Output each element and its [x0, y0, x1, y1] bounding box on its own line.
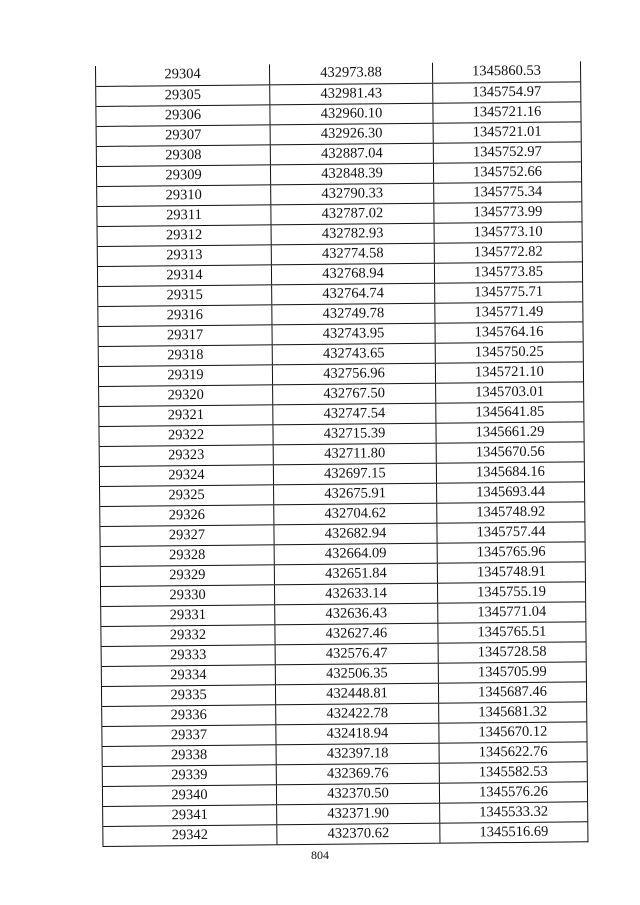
y-coordinate-cell: 1345728.58 [477, 643, 547, 661]
point-id-cell: 29316 [98, 305, 272, 326]
y-coordinate-cell: 1345687.46 [478, 683, 548, 701]
x-coordinate-cell: 432747.54 [273, 404, 436, 425]
y-coordinate-cell: 1345670.56 [475, 443, 545, 461]
x-coordinate-cell: 432756.96 [273, 364, 436, 385]
point-id-cell: 29308 [97, 145, 271, 166]
y-coordinate-cell: 1345757.44 [476, 523, 546, 541]
x-coordinate-cell: 432651.84 [275, 564, 438, 585]
point-id-cell: 29337 [102, 725, 276, 746]
point-id-cell: 29311 [97, 205, 271, 226]
x-coordinate-cell: 432711.80 [274, 444, 437, 465]
x-coordinate-cell: 432767.50 [273, 384, 436, 405]
point-id-cell: 29312 [98, 225, 272, 246]
y-coordinate-cell: 1345748.92 [476, 503, 546, 521]
x-coordinate-cell: 432370.62 [277, 824, 440, 845]
point-id-cell: 29338 [103, 745, 277, 766]
point-id-cell: 29322 [99, 425, 273, 446]
point-id-cell: 29329 [101, 565, 275, 586]
x-coordinate-cell: 432764.74 [272, 284, 435, 305]
x-coordinate-cell: 432782.93 [272, 224, 435, 245]
point-id-cell: 29323 [100, 445, 274, 466]
x-coordinate-cell: 432743.95 [272, 324, 435, 345]
point-id-cell: 29306 [96, 105, 270, 126]
y-coordinate-cell: 1345684.16 [475, 463, 545, 481]
x-coordinate-cell: 432675.91 [274, 484, 437, 505]
y-coordinate-cell: 1345748.91 [476, 563, 546, 581]
x-coordinate-cell: 432633.14 [275, 584, 438, 605]
y-coordinate-cell: 1345764.16 [474, 323, 544, 341]
y-coordinate-cell: 1345721.16 [472, 103, 542, 121]
point-id-cell: 29321 [99, 405, 273, 426]
y-coordinate-cell: 1345693.44 [476, 483, 546, 501]
coordinate-table [95, 61, 588, 847]
y-coordinate-cell: 1345773.99 [473, 203, 543, 221]
x-coordinate-cell: 432418.94 [276, 724, 439, 745]
page-number: 804 [311, 848, 329, 862]
x-coordinate-cell: 432636.43 [275, 604, 438, 625]
y-coordinate-cell: 1345582.53 [478, 763, 548, 781]
point-id-cell: 29331 [101, 605, 275, 626]
y-coordinate-cell: 1345765.96 [476, 543, 546, 561]
point-id-cell: 29310 [97, 185, 271, 206]
point-id-cell: 29327 [100, 525, 274, 546]
x-coordinate-cell: 432506.35 [276, 664, 439, 685]
x-coordinate-cell: 432369.76 [277, 764, 440, 785]
x-coordinate-cell: 432743.65 [273, 344, 436, 365]
y-coordinate-cell: 1345641.85 [475, 403, 545, 421]
x-coordinate-cell: 432448.81 [276, 684, 439, 705]
y-coordinate-cell: 1345752.97 [472, 143, 542, 161]
x-coordinate-cell: 432422.78 [276, 704, 439, 725]
y-coordinate-cell: 1345705.99 [477, 663, 547, 681]
x-coordinate-cell: 432697.15 [274, 464, 437, 485]
y-coordinate-cell: 1345771.04 [477, 603, 547, 621]
x-coordinate-cell: 432926.30 [271, 124, 434, 145]
point-id-cell: 29332 [101, 625, 275, 646]
point-id-cell: 29325 [100, 485, 274, 506]
point-id-cell: 29324 [100, 465, 274, 486]
point-id-cell: 29320 [99, 385, 273, 406]
point-id-cell: 29336 [102, 705, 276, 726]
y-coordinate-cell: 1345576.26 [478, 783, 549, 801]
x-coordinate-cell: 432682.94 [274, 524, 437, 545]
y-coordinate-cell: 1345775.71 [474, 283, 544, 301]
point-id-cell: 29341 [103, 805, 277, 826]
y-coordinate-cell: 1345681.32 [478, 703, 548, 721]
x-coordinate-cell: 432704.62 [274, 504, 437, 525]
y-coordinate-cell: 1345750.25 [474, 343, 544, 361]
point-id-cell: 29304 [96, 64, 270, 86]
y-coordinate-cell: 1345516.69 [479, 823, 549, 841]
y-coordinate-cell: 1345773.10 [473, 223, 543, 241]
point-id-cell: 29309 [97, 165, 271, 186]
y-coordinate-cell: 1345765.51 [477, 623, 547, 641]
x-coordinate-cell: 432749.78 [272, 304, 435, 325]
y-coordinate-cell: 1345622.76 [478, 743, 548, 761]
x-coordinate-cell: 432774.58 [272, 244, 435, 265]
y-coordinate-cell: 1345661.29 [475, 423, 545, 441]
x-coordinate-cell: 432627.46 [275, 624, 438, 645]
x-coordinate-cell: 432370.50 [277, 784, 440, 805]
y-coordinate-cell: 1345752.66 [473, 163, 543, 181]
x-coordinate-cell: 432790.33 [271, 184, 434, 205]
point-id-cell: 29317 [99, 325, 273, 346]
x-coordinate-cell: 432960.10 [270, 104, 433, 125]
x-coordinate-cell: 432371.90 [277, 804, 440, 825]
point-id-cell: 29314 [98, 265, 272, 286]
point-id-cell: 29305 [96, 85, 270, 106]
y-coordinate-cell: 1345773.85 [473, 263, 544, 281]
point-id-cell: 29319 [99, 365, 273, 386]
y-coordinate-cell: 1345755.19 [477, 583, 547, 601]
point-id-cell: 29335 [102, 685, 276, 706]
point-id-cell: 29318 [99, 345, 273, 366]
y-coordinate-cell: 1345772.82 [473, 243, 543, 261]
x-coordinate-cell: 432848.39 [271, 164, 434, 185]
x-coordinate-cell: 432973.88 [270, 63, 433, 85]
y-coordinate-cell: 1345533.32 [479, 803, 549, 821]
point-id-cell: 29340 [103, 785, 277, 806]
point-id-cell: 29342 [103, 825, 277, 846]
y-coordinate-cell: 1345703.01 [475, 383, 545, 401]
x-coordinate-cell: 432664.09 [275, 544, 438, 565]
point-id-cell: 29339 [103, 765, 277, 786]
x-coordinate-cell: 432768.94 [272, 264, 435, 285]
x-coordinate-cell: 432715.39 [273, 424, 436, 445]
x-coordinate-cell: 432787.02 [271, 204, 434, 225]
y-coordinate-cell: 1345670.12 [478, 723, 548, 741]
y-coordinate-cell: 1345754.97 [472, 83, 542, 101]
point-id-cell: 29326 [100, 505, 274, 526]
point-id-cell: 29328 [101, 545, 275, 566]
y-coordinate-cell: 1345860.53 [472, 62, 542, 80]
point-id-cell: 29313 [98, 245, 272, 266]
x-coordinate-cell: 432576.47 [276, 644, 439, 665]
x-coordinate-cell: 432887.04 [271, 144, 434, 165]
x-coordinate-cell: 432397.18 [277, 744, 440, 765]
point-id-cell: 29315 [98, 285, 272, 306]
y-coordinate-cell: 1345775.34 [473, 183, 543, 201]
x-coordinate-cell: 432981.43 [270, 84, 433, 105]
y-coordinate-cell: 1345771.49 [474, 303, 544, 321]
point-id-cell: 29307 [97, 125, 271, 146]
point-id-cell: 29330 [101, 585, 275, 606]
point-id-cell: 29334 [102, 665, 276, 686]
y-coordinate-cell: 1345721.01 [472, 123, 542, 141]
y-coordinate-cell: 1345721.10 [474, 363, 544, 381]
point-id-cell: 29333 [102, 645, 276, 666]
